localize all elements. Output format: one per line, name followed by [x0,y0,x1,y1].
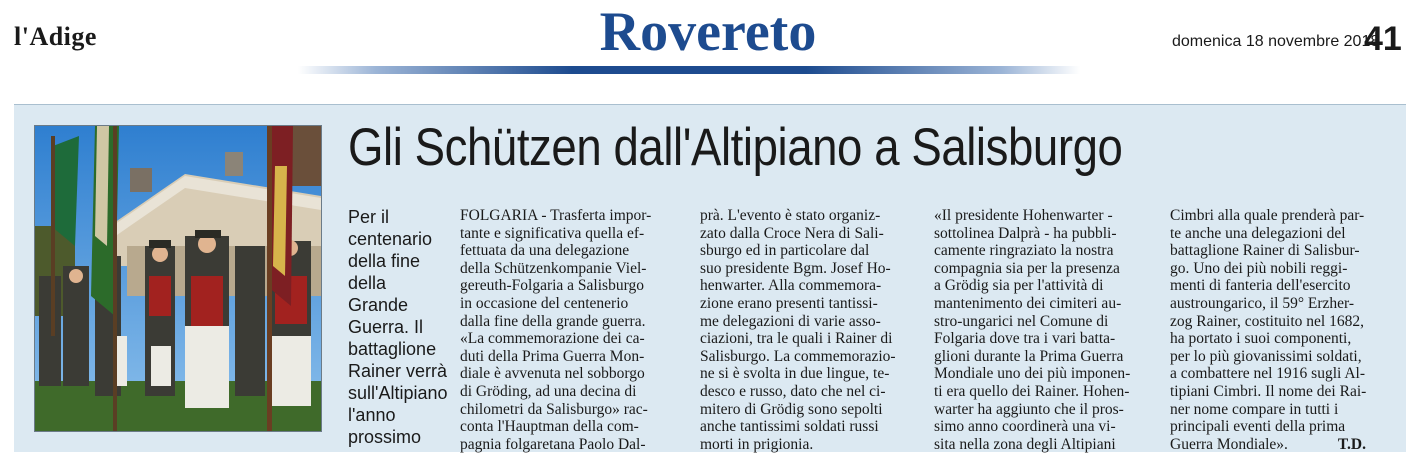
text-line: mantenimento dei cimiteri au- [934,294,1122,312]
text-line: sburgo ed in particolare dal [700,242,870,260]
article-headline: Gli Schützen dall'Altipiano a Salisburgo [348,118,1123,177]
text-line: tante e significativa quella ef- [460,224,645,242]
article-box [14,104,1406,452]
text-line: prà. L'evento è stato organiz- [700,207,881,224]
text-line: go. Uno dei più nobili reggi- [1170,259,1348,277]
text-line: zato dalla Croce Nera di Sali- [700,224,884,242]
text-line: sottolinea Dalprà - ha pubbli- [934,224,1117,242]
text-line: a Grödig sia per l'attività di [934,277,1104,295]
summary-line: centenario [348,229,433,249]
text-line: warter ha aggiunto che il pros- [934,400,1124,418]
article-column-2 [700,207,914,453]
text-line: compagnia sia per la presenza [934,259,1120,277]
text-line: ti era quello dei Rainer. Hohen- [934,382,1130,400]
text-line: sita nella zona degli Altipiani [934,435,1116,453]
article-summary [348,206,448,448]
article-photo [34,125,322,432]
text-line: Folgaria dove tra i vari batta- [934,330,1116,348]
newspaper-name: l'Adige [14,22,97,51]
text-line: glioni durante la Prima Guerra [934,347,1124,365]
masthead-rule [298,66,1080,74]
summary-line: battaglione [348,339,437,359]
text-line: camente ringraziato la nostra [934,242,1114,260]
text-line: morti in prigionia. [700,435,814,453]
section-title: Rovereto [599,1,817,63]
text-line: desco e russo, dato che nel ci- [700,382,886,400]
text-line: di Gröding, ad una decina di [460,382,637,400]
text-line: ner nome compare in tutti i [1170,400,1339,418]
text-line: «Il presidente Hohenwarter - [934,207,1113,224]
text-line: Cimbri alla quale prenderà par- [1170,207,1365,224]
text-line: «La commemorazione dei ca- [460,330,645,348]
summary-line: sull'Altipiano [348,383,448,403]
publication-date: domenica 18 novembre 2018 [1172,33,1380,50]
text-line: stro-ungarici nel Comune di [934,312,1109,330]
text-line: gereuth-Folgaria a Salisburgo [460,277,644,295]
last-line-text: Guerra Mondiale». [1170,435,1288,453]
text-line: ne si è svolta in due lingue, te- [700,365,890,383]
summary-line: Per il [348,207,390,227]
summary-line: prossimo [348,427,422,447]
text-line: dalla fine della grande guerra. [460,312,646,330]
article-column-1 [460,207,674,453]
text-line: pagnia folgaretana Paolo Dal- [460,435,646,453]
text-line [1170,436,1384,454]
text-line: henwarter. Alla commemora- [700,277,882,295]
text-line: ciazioni, tra le quali i Rainer di [700,330,893,348]
text-line: tipiani Cimbri. Il nome dei Rai- [1170,382,1367,400]
text-line: me delegazioni di varie asso- [700,312,881,330]
text-line: in occasione del centenerio [460,294,629,312]
text-line: Mondiale uno dei più imponen- [934,365,1131,383]
text-line: Salisburgo. La commemorazio- [700,347,896,365]
text-line: principali eventi della prima [1170,418,1346,436]
text-line: fettuata da una delegazione [460,242,630,260]
text-line: te anche una delegazioni del [1170,224,1346,242]
text-line: diale è avvenuta nel sobborgo [460,365,645,383]
text-line: ha portato i suoi componenti, [1170,330,1352,348]
text-line: a combattere nel 1916 sugli Al- [1170,365,1365,383]
text-line: anche tantissimi soldati russi [700,418,879,436]
text-line: mitero di Grödig sono sepolti [700,400,883,418]
masthead [0,0,1416,80]
text-line: zione erano presenti tantissi- [700,294,878,312]
page-number: 41 [1364,20,1402,58]
text-line: suo presidente Bgm. Josef Ho- [700,259,891,277]
summary-line: della Grande [348,273,409,315]
text-line: conta l'Hauptman della com- [460,418,639,436]
summary-line: della fine [348,251,421,271]
summary-line: l'anno [348,405,396,425]
summary-line: Guerra. Il [348,317,424,337]
text-line: battaglione Rainer di Salisbur- [1170,242,1360,260]
author-signature: T.D. [1337,435,1366,453]
article-column-4 [1170,207,1384,453]
text-line: per lo più giovanissimi soldati, [1170,347,1362,365]
text-line: austroungarico, il 59° Erzher- [1170,294,1355,312]
text-line: simo anno coordinerà una vi- [934,418,1116,436]
article-column-3 [934,207,1148,453]
text-line: zog Rainer, costituito nel 1682, [1170,312,1364,330]
text-line: della Schützenkompanie Viel- [460,259,647,277]
text-line: menti di fanteria dell'esercito [1170,277,1351,295]
summary-line: Rainer verrà [348,361,448,381]
text-line: FOLGARIA - Trasferta impor- [460,207,652,224]
text-line: chilometri da Salisburgo» rac- [460,400,648,418]
text-line: duti della Prima Guerra Mon- [460,347,645,365]
